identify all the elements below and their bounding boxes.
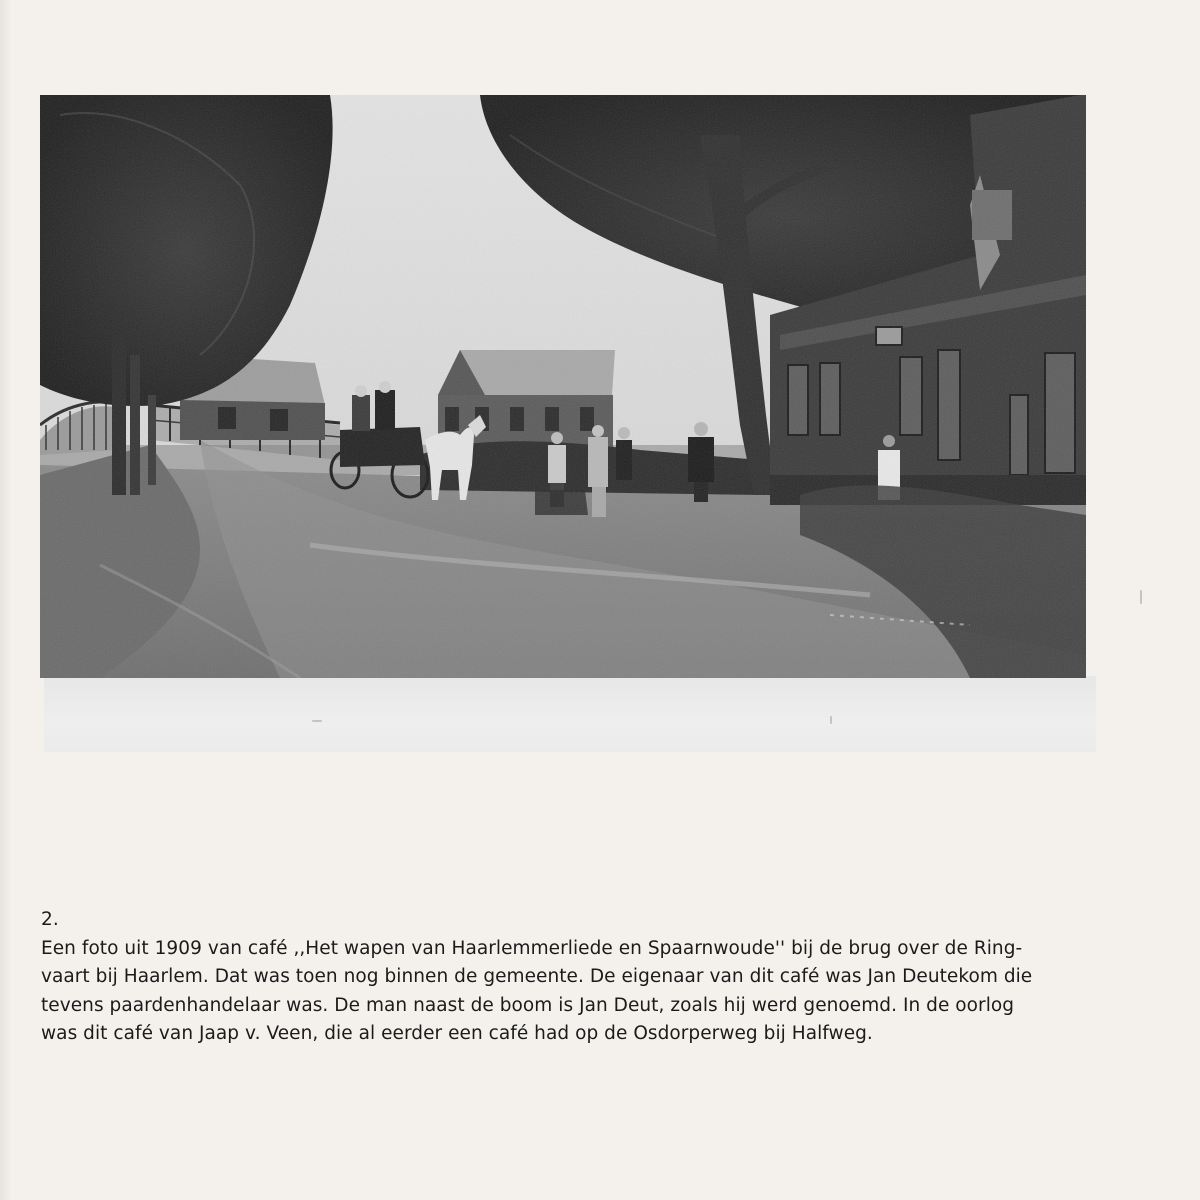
caption-line-3: tevens paardenhandelaar was. De man naast de boom is Jan Deut, zoals hij werd genoemd. In de oorlog: [41, 994, 1015, 1016]
paper-speck: [830, 716, 832, 724]
caption-line-1: Een foto uit 1909 van café ,,Het wapen van Haarlemmerliede en Spaarnwoude'' bij de brug over de Ring-: [41, 937, 1023, 959]
page-edge-shadow: [0, 0, 12, 1200]
photo-scene-image: [40, 95, 1086, 678]
caption-line-2: vaart bij Haarlem. Dat was toen nog binnen de gemeente. De eigenaar van dit café was Jan Deutekom die: [41, 966, 1033, 987]
photo-caption: [41, 906, 1121, 1049]
caption-line-4: was dit café van Jaap v. Veen, die al eerder een café had op de Osdorperweg bij Halfweg.: [41, 1023, 873, 1044]
caption-number: 2.: [41, 909, 59, 930]
historic-photo: [40, 95, 1086, 678]
paper-speck: [1140, 590, 1142, 604]
photo-mount-backing: [44, 676, 1096, 752]
paper-speck: [312, 720, 322, 722]
